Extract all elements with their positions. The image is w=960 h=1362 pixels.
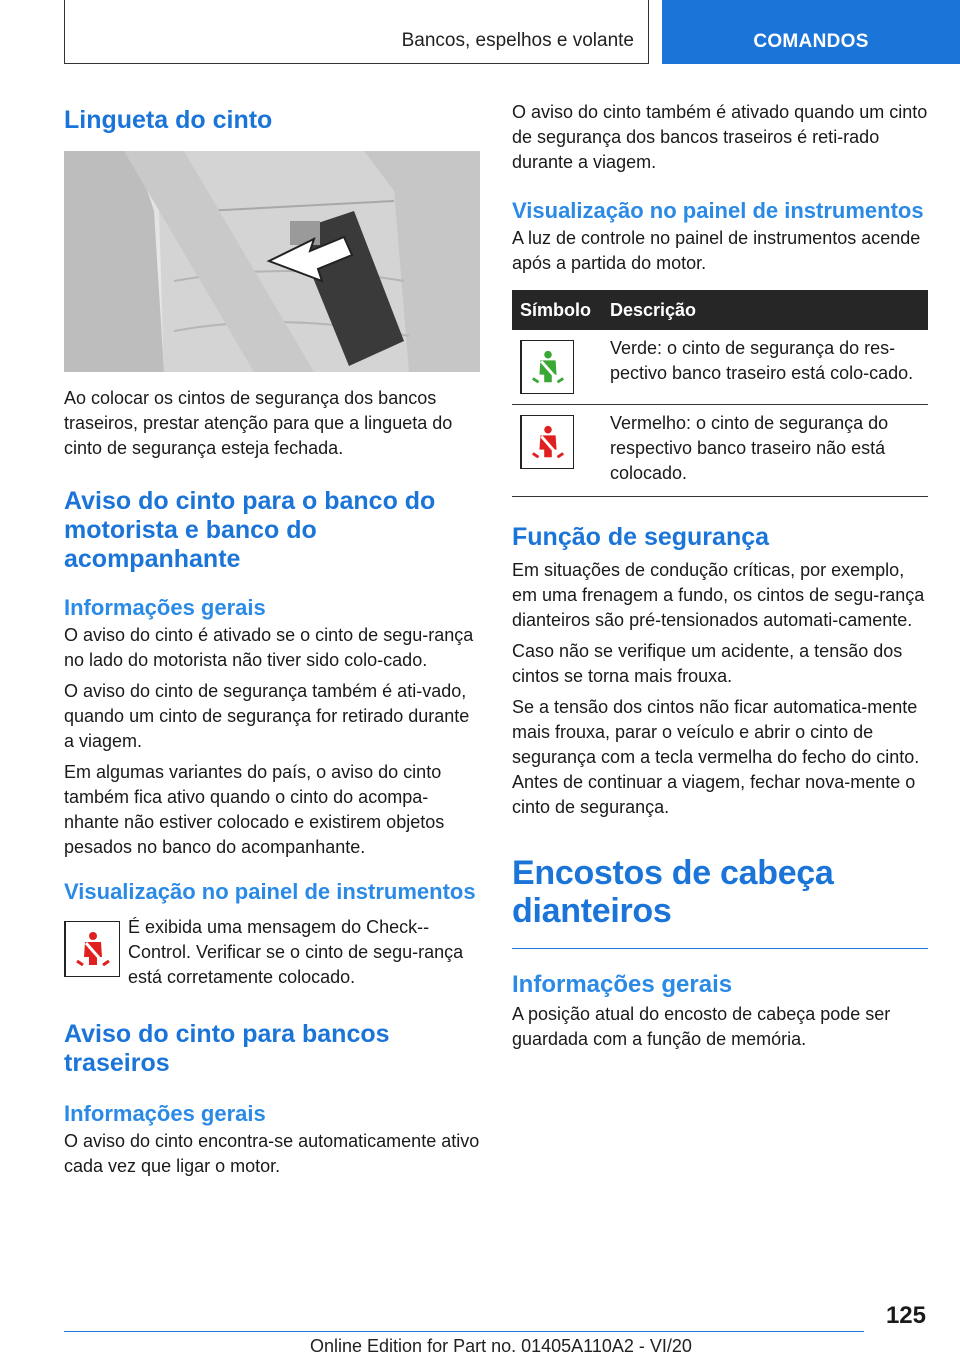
paragraph-display-1: É exibida uma mensagem do Check--Control. Verificar se o cinto de segu-rança está corretamente colocado. (128, 917, 464, 987)
table-cell-description: Vermelho: o cinto de segurança do respectivo banco traseiro não está colocado. (606, 405, 928, 497)
heading-display-1: Visualização no painel de instrumentos (64, 879, 476, 904)
table-header-description: Descrição (606, 290, 928, 330)
paragraph-driver-1: O aviso do cinto é ativado se o cinto de segu-rança no lado do motorista não tiver sido colo-cado. (64, 625, 474, 670)
seatbelt-red-icon (520, 415, 574, 469)
right-column (512, 100, 928, 1052)
table-cell-symbol (512, 405, 606, 497)
footer-edition: Online Edition for Part no. 01405A110A2 - VI/20 (310, 1336, 692, 1356)
paragraph-safety-1: Em situações de condução críticas, por exemplo, em uma frenagem a fundo, os cintos de segu-rança dianteiros são pré-tensionados automati-camente. (512, 560, 925, 630)
page-number: 125 (885, 1302, 926, 1329)
seatbelt-red-icon (64, 921, 120, 977)
table-cell-symbol (512, 330, 606, 405)
paragraph-driver-2: O aviso do cinto de segurança também é ati-vado, quando um cinto de segurança for retirado durante a viagem. (64, 681, 470, 751)
paragraph-safety-3: Se a tensão dos cintos não ficar automatica-mente mais frouxa, parar o veículo e abrir o cinto de segurança com a tecla vermelha do fecho do cinto. Antes de continuar a viagem, fechar nova-mente o cinto de segurança. (512, 697, 920, 817)
footer-rule (64, 1331, 864, 1332)
table-row (512, 405, 928, 497)
paragraph-rear: O aviso do cinto encontra-se automaticamente ativo cada vez que ligar o motor. (64, 1131, 480, 1176)
heading-general-info-2: Informações gerais (64, 1101, 266, 1126)
heading-general-info-1: Informações gerais (64, 595, 266, 620)
symbol-table (512, 290, 928, 497)
heading-display-2: Visualização no painel de instrumentos (512, 198, 924, 223)
heading-general-info-3: Informações gerais (512, 971, 733, 998)
header-chapter-box (662, 0, 960, 64)
table-header-row (512, 290, 928, 330)
check-control-row (64, 915, 480, 990)
heading-safety-function: Função de segurança (512, 523, 770, 551)
paragraph-safety-2: Caso não se verifique um acidente, a tensão dos cintos se torna mais frouxa. (512, 641, 903, 686)
paragraph-display-2: A luz de controle no painel de instrumentos acende após a partida do motor. (512, 228, 921, 273)
table-cell-description: Verde: o cinto de segurança do res-pectivo banco traseiro está colo-cado. (606, 330, 928, 405)
header-section-box (64, 0, 649, 64)
paragraph-headrest: A posição atual do encosto de cabeça pode ser guardada com a função de memória. (512, 1004, 891, 1049)
section-rule (512, 948, 928, 949)
paragraph-driver-3: Em algumas variantes do país, o aviso do cinto também fica ativo quando o cinto do acompa-nhante não estiver colocado e existirem objetos pesados no banco do acompanhante. (64, 762, 445, 857)
paragraph-buckle: Ao colocar os cintos de segurança dos bancos traseiros, prestar atenção para que a lingueta do cinto de segurança esteja fechada. (64, 388, 453, 458)
paragraph-rear-removed: O aviso do cinto também é ativado quando um cinto de segurança dos bancos traseiros é reti-rado durante a viagem. (512, 102, 928, 172)
table-row (512, 330, 928, 405)
section-title: Bancos, espelhos e volante (401, 30, 634, 51)
heading-driver-warning: Aviso do cinto para o banco do motorista e banco do acompanhante (64, 487, 436, 573)
chapter-title: COMANDOS (753, 31, 869, 52)
seatbelt-green-icon (520, 340, 574, 394)
table-header-symbol: Símbolo (512, 290, 606, 330)
heading-rear-warning: Aviso do cinto para bancos traseiros (64, 1020, 390, 1077)
seatbelt-buckle-photo (64, 151, 480, 372)
heading-buckle: Lingueta do cinto (64, 106, 273, 134)
left-column (64, 100, 480, 1179)
heading-front-headrests: Encostos de cabeça dianteiros (512, 854, 834, 930)
